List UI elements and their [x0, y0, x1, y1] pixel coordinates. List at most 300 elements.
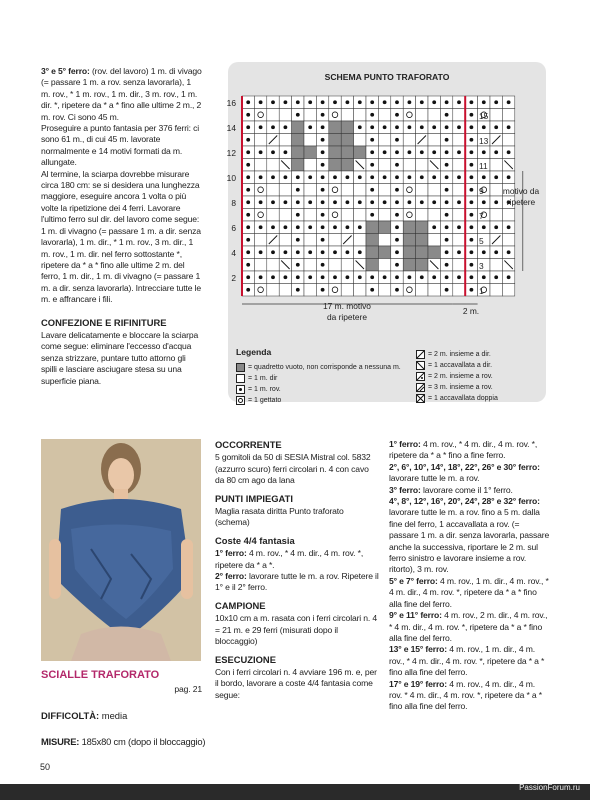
purl-mark: [321, 100, 325, 104]
purl-mark: [445, 225, 449, 229]
purl-mark: [284, 175, 288, 179]
chart-cell: [453, 159, 465, 172]
chart-cell: [416, 246, 428, 259]
purl-mark: [457, 100, 461, 104]
chart-cell: [378, 246, 390, 259]
purl-mark: [346, 275, 350, 279]
purl-mark: [395, 100, 399, 104]
purl-mark: [507, 125, 511, 129]
chart-cell: [254, 109, 266, 122]
purl-mark: [271, 100, 275, 104]
watermark: PassionForum.ru: [519, 783, 580, 792]
chart-cell: [453, 259, 465, 272]
chart-cell: [354, 209, 366, 222]
legend-item: [236, 373, 411, 384]
purl-mark: [482, 225, 486, 229]
purl-mark: [246, 113, 250, 117]
measures: [41, 736, 205, 747]
chart-cell: [292, 121, 304, 134]
legend-text: = 3 m. insieme a rov.: [428, 384, 493, 391]
purl-stitch-icon: [236, 385, 245, 394]
chart-cell: [292, 159, 304, 172]
purl-mark: [408, 175, 412, 179]
pattern-paragraph: Proseguire a punto fantasia per 376 ferri: ci sono 61 m., di cui 45 m. lavorate normalmente e 14 motivi formati da m. allungate.: [41, 123, 200, 168]
purl-mark: [308, 200, 312, 204]
p2tog-icon: [416, 372, 425, 381]
chart-cell: [341, 109, 353, 122]
purl-mark: [395, 150, 399, 154]
instruction-row: 3° ferro: lavorare come il 1° ferro.: [389, 484, 513, 495]
legend-left: [236, 362, 411, 406]
chart-cell: [329, 121, 341, 134]
legend-text: = 1 m. rov.: [248, 386, 281, 393]
purl-mark: [470, 175, 474, 179]
purl-mark: [507, 100, 511, 104]
purl-mark: [482, 125, 486, 129]
chart-cell: [329, 284, 341, 297]
chart-cell: [502, 109, 514, 122]
purl-mark: [296, 288, 300, 292]
purl-mark: [470, 263, 474, 267]
purl-mark: [395, 288, 399, 292]
purl-mark: [432, 125, 436, 129]
purl-mark: [246, 250, 250, 254]
purl-mark: [321, 225, 325, 229]
chart-cell: [329, 259, 341, 272]
purl-mark: [321, 175, 325, 179]
purl-mark: [494, 100, 498, 104]
purl-mark: [321, 125, 325, 129]
purl-mark: [408, 125, 412, 129]
chart-cell: [453, 284, 465, 297]
purl-mark: [259, 225, 263, 229]
purl-mark: [321, 188, 325, 192]
purl-mark: [271, 225, 275, 229]
purl-mark: [383, 100, 387, 104]
purl-mark: [445, 163, 449, 167]
purl-mark: [457, 250, 461, 254]
right-column: [389, 439, 550, 713]
purl-mark: [432, 175, 436, 179]
purl-mark: [358, 275, 362, 279]
purl-mark: [358, 100, 362, 104]
purl-mark: [321, 275, 325, 279]
chart-cell: [304, 284, 316, 297]
purl-mark: [395, 188, 399, 192]
purl-mark: [246, 213, 250, 217]
purl-mark: [346, 100, 350, 104]
chart-cell: [329, 234, 341, 247]
purl-mark: [259, 150, 263, 154]
chart-cell: [267, 109, 279, 122]
purl-mark: [457, 125, 461, 129]
campione-text: 10x10 cm a m. rasata con i ferri circolari n. 4 = 21 m. e 29 ferri (misurati dopo il bloccaggio): [215, 613, 378, 647]
purl-mark: [246, 138, 250, 142]
chart-cell: [267, 284, 279, 297]
purl-mark: [271, 150, 275, 154]
row-3-5-text: (rov. del lavoro) 1 m. di vivago (= passare 1 m. a rov. senza lavorarla), 1 m. rov., * 1 m. rov., 1 m. dir., 3 m. rov., 1 m. dir. *, ripetere da * a * fino alle ultime 2 m., 2 m. rov. Ci sono 45 m.: [41, 66, 202, 122]
double-decrease-icon: [416, 394, 425, 403]
chart-cell: [267, 159, 279, 172]
purl-mark: [284, 100, 288, 104]
purl-mark: [246, 225, 250, 229]
chart-cell: [428, 209, 440, 222]
chart-cell: [403, 284, 415, 297]
purl-mark: [284, 125, 288, 129]
chart-cell: [403, 184, 415, 197]
purl-mark: [370, 288, 374, 292]
length-paragraph: Al termine, la sciarpa dovrebbe misurare circa 180 cm: se si desidera una lunghezza maggiore, eseguire ancora 1 volta o più volte la ripetizione dei 4 ferri. Lavorare l'ultimo ferro sul dir. del lavoro come segue: 1 m. di vivagno (= passare 1 m. a dir. senza lavorarla), 1 m. dir., * 1 m. rov., 3 m. dir., 1 m. rov., 1 m. dir. nel ferro sottostante *, ripetere da * a * fino alle ultime 2 m. del ferro, 1 m. dir., 1 m. di vivagno (= passare 1 m. a dir. senza lavorarla). Intrecciare tutte le m. e affrancare i fili.: [41, 168, 201, 305]
chart-cell: [403, 109, 415, 122]
chart-cell: [403, 209, 415, 222]
chart-cell: [453, 234, 465, 247]
purl-mark: [308, 250, 312, 254]
purl-mark: [470, 213, 474, 217]
purl-mark: [470, 238, 474, 242]
chart-cell: [304, 234, 316, 247]
purl-mark: [346, 200, 350, 204]
purl-mark: [494, 150, 498, 154]
purl-mark: [246, 200, 250, 204]
chart-cell: [279, 284, 291, 297]
legend-item: [236, 362, 411, 373]
purl-mark: [432, 225, 436, 229]
purl-mark: [321, 138, 325, 142]
chart-cell: [341, 159, 353, 172]
chart-cell: [416, 284, 428, 297]
purl-mark: [296, 213, 300, 217]
purl-mark: [408, 275, 412, 279]
purl-mark: [271, 175, 275, 179]
purl-mark: [482, 175, 486, 179]
chart-cell: [354, 134, 366, 147]
occorrente-title: OCCORRENTE: [215, 439, 282, 450]
chart-cell: [416, 159, 428, 172]
purl-mark: [445, 175, 449, 179]
purl-mark: [246, 150, 250, 154]
purl-mark: [395, 200, 399, 204]
coste-row-2: 2° ferro: lavorare tutte le m. a rov. Ripetere il 1° e il 2° ferro.: [215, 571, 379, 593]
instruction-row: 13° e 15° ferro: 4 m. rov., 1 m. dir., 4 m. rov., * 4 m. dir., 4 m. rov. *, ripetere da * a * fino alla fine del ferro.: [389, 644, 545, 678]
chart-cell: [428, 134, 440, 147]
purl-mark: [296, 275, 300, 279]
chart-cell: [416, 209, 428, 222]
chart-cell: [329, 134, 341, 147]
chart-cell: [304, 259, 316, 272]
chart-cell: [378, 209, 390, 222]
coste-row-1: 1° ferro: 4 m. rov., * 4 m. dir., 4 m. rov. *, ripetere da * a *.: [215, 548, 364, 570]
chart-cell: [329, 146, 341, 159]
purl-mark: [432, 100, 436, 104]
purl-mark: [445, 250, 449, 254]
purl-mark: [246, 238, 250, 242]
chart-cell: [416, 221, 428, 234]
purl-mark: [370, 213, 374, 217]
chart-cell: [378, 259, 390, 272]
purl-mark: [308, 275, 312, 279]
chart-cell: [254, 134, 266, 147]
difficulty-value: media: [99, 710, 128, 721]
purl-mark: [408, 200, 412, 204]
chart-cell: [341, 134, 353, 147]
chart-cell: [304, 134, 316, 147]
purl-mark: [370, 175, 374, 179]
legend-item: [236, 395, 411, 406]
purl-mark: [432, 150, 436, 154]
purl-mark: [296, 175, 300, 179]
instruction-row: 5° e 7° ferro: 4 m. rov., 1 m. dir., 4 m. rov., * 4 m. dir., 4 m. rov. *, ripetere da * a * fino alla fine del ferro.: [389, 575, 549, 609]
purl-mark: [494, 125, 498, 129]
purl-mark: [470, 225, 474, 229]
row-label: 9: [479, 186, 484, 196]
row-label: 7: [479, 211, 484, 221]
chart-cell: [416, 259, 428, 272]
row-label: 15: [479, 111, 489, 121]
chart-cell: [267, 184, 279, 197]
purl-mark: [284, 225, 288, 229]
chart-cell: [502, 134, 514, 147]
chart-cell: [502, 284, 514, 297]
project-title: SCIALLE TRAFORATO: [41, 669, 160, 681]
purl-mark: [470, 275, 474, 279]
chart-cell: [341, 146, 353, 159]
purl-mark: [408, 150, 412, 154]
chart-cell: [354, 109, 366, 122]
purl-mark: [445, 275, 449, 279]
purl-mark: [457, 200, 461, 204]
purl-mark: [333, 275, 337, 279]
chart-cell: [341, 121, 353, 134]
purl-mark: [470, 250, 474, 254]
purl-mark: [296, 238, 300, 242]
occorrente-text: 5 gomitoli da 50 di SESIA Mistral col. 5832 (azzurro scuro) ferri circolari n. 4 con cavo da 80 cm ago da lana: [215, 452, 371, 486]
row-label: 3: [479, 261, 484, 271]
chart-cell: [329, 109, 341, 122]
purl-mark: [470, 150, 474, 154]
chart-cell: [403, 221, 415, 234]
knit-stitch-icon: [236, 374, 245, 383]
legend-text: = 1 gettato: [248, 397, 282, 404]
row-label: 12: [226, 148, 236, 158]
purl-mark: [321, 238, 325, 242]
p3tog-icon: [416, 383, 425, 392]
purl-mark: [445, 100, 449, 104]
row-3-5-lead: 3° e 5° ferro:: [41, 66, 90, 76]
purl-mark: [296, 113, 300, 117]
purl-mark: [296, 263, 300, 267]
chart-cell: [279, 134, 291, 147]
chart-cell: [378, 109, 390, 122]
coste-title: Coste 4/4 fantasia: [215, 534, 295, 546]
legend-title: Legenda: [236, 347, 272, 357]
purl-mark: [358, 250, 362, 254]
row-3-5-instructions: [41, 66, 202, 123]
chart-cell: [428, 246, 440, 259]
chart-cell: [279, 109, 291, 122]
purl-mark: [370, 100, 374, 104]
legend-text: = 1 accavallata a dir.: [428, 362, 493, 369]
chart-cell: [254, 209, 266, 222]
chart-cell: [366, 259, 378, 272]
purl-mark: [308, 125, 312, 129]
purl-mark: [296, 188, 300, 192]
row-label: 16: [226, 98, 236, 108]
purl-mark: [507, 150, 511, 154]
chart-cell: [254, 259, 266, 272]
chart-cell: [354, 284, 366, 297]
purl-mark: [395, 138, 399, 142]
chart-cell: [378, 134, 390, 147]
purl-mark: [321, 213, 325, 217]
purl-mark: [470, 188, 474, 192]
legend-right: [416, 349, 541, 404]
chart-cell: [428, 284, 440, 297]
purl-mark: [445, 238, 449, 242]
purl-mark: [259, 125, 263, 129]
purl-mark: [259, 250, 263, 254]
row-label: 11: [479, 161, 488, 171]
purl-mark: [395, 238, 399, 242]
purl-mark: [482, 100, 486, 104]
purl-mark: [246, 175, 250, 179]
chart-cell: [254, 184, 266, 197]
instruction-row: 9° e 11° ferro: 4 m. rov., 2 m. dir., 4 m. rov., * 4 m. dir., 4 m. rov. *, ripetere da * a * fino alla fine del ferro.: [389, 610, 548, 643]
ssk-icon: [416, 361, 425, 370]
row-label: 2: [231, 273, 236, 283]
chart-cell: [329, 184, 341, 197]
row-label: 13: [479, 136, 489, 146]
chart-cell: [453, 184, 465, 197]
purl-mark: [321, 263, 325, 267]
chart-cell: [366, 234, 378, 247]
model-wearing-shawl-image: [41, 439, 201, 661]
purl-mark: [507, 275, 511, 279]
legend-item: [416, 382, 541, 393]
purl-mark: [346, 250, 350, 254]
purl-mark: [445, 213, 449, 217]
chart-cell: [428, 184, 440, 197]
purl-mark: [507, 225, 511, 229]
chart-cell: [341, 209, 353, 222]
purl-mark: [321, 163, 325, 167]
punti-title: PUNTI IMPIEGATI: [215, 492, 293, 504]
motivo-right-label: motivo da ripetere: [502, 186, 540, 207]
purl-mark: [383, 150, 387, 154]
chart-cell: [366, 221, 378, 234]
purl-mark: [370, 163, 374, 167]
esecuzione-text: Con i ferri circolari n. 4 avviare 196 m. e, per il bordo, lavorare a coste 4/4 fantasia come segue:: [215, 666, 377, 700]
row-label: 4: [231, 248, 236, 258]
purl-mark: [370, 275, 374, 279]
purl-mark: [470, 200, 474, 204]
chart-cell: [279, 184, 291, 197]
purl-mark: [321, 200, 325, 204]
finish-title: CONFEZIONE E RIFINITURE: [41, 316, 167, 328]
purl-mark: [470, 113, 474, 117]
purl-mark: [494, 275, 498, 279]
chart-cell: [329, 159, 341, 172]
purl-mark: [470, 163, 474, 167]
purl-mark: [408, 100, 412, 104]
chart-cell: [279, 234, 291, 247]
chart-cell: [267, 209, 279, 222]
purl-mark: [494, 225, 498, 229]
purl-mark: [284, 250, 288, 254]
purl-mark: [432, 200, 436, 204]
purl-mark: [470, 125, 474, 129]
purl-mark: [346, 225, 350, 229]
purl-mark: [395, 275, 399, 279]
purl-mark: [370, 113, 374, 117]
row-label: 5: [479, 236, 484, 246]
row-label: 8: [231, 198, 236, 208]
chart-cell: [254, 159, 266, 172]
chart-cell: [428, 109, 440, 122]
purl-mark: [457, 150, 461, 154]
purl-mark: [370, 200, 374, 204]
difficulty-label: DIFFICOLTÀ:: [41, 710, 100, 721]
legend-item: [416, 393, 541, 404]
purl-mark: [395, 225, 399, 229]
purl-mark: [321, 113, 325, 117]
purl-mark: [271, 250, 275, 254]
chart-cell: [403, 134, 415, 147]
purl-mark: [457, 225, 461, 229]
purl-mark: [445, 113, 449, 117]
purl-mark: [370, 138, 374, 142]
chart-cell: [502, 209, 514, 222]
purl-mark: [321, 250, 325, 254]
purl-mark: [482, 200, 486, 204]
purl-mark: [333, 250, 337, 254]
chart-cell: [354, 234, 366, 247]
purl-mark: [259, 275, 263, 279]
purl-mark: [457, 175, 461, 179]
row-label: 10: [226, 173, 236, 183]
purl-mark: [420, 150, 424, 154]
chart-cell: [341, 184, 353, 197]
purl-mark: [308, 100, 312, 104]
chart-cell: [292, 134, 304, 147]
purl-mark: [470, 288, 474, 292]
instruction-row: 2°, 6°, 10°, 14°, 18°, 22°, 26° e 30° ferro: lavorare tutte le m. a rov.: [389, 461, 540, 484]
legend-text: = quadretto vuoto, non corrisponde a nessuna m.: [248, 364, 401, 371]
purl-mark: [346, 175, 350, 179]
page-reference: pag. 21: [174, 684, 202, 694]
chart-cell: [378, 184, 390, 197]
purl-mark: [246, 100, 250, 104]
purl-mark: [358, 225, 362, 229]
purl-mark: [432, 275, 436, 279]
purl-mark: [271, 275, 275, 279]
purl-mark: [271, 125, 275, 129]
purl-mark: [445, 125, 449, 129]
legend-text: = 1 accavallata doppia: [428, 395, 498, 402]
chart-cell: [453, 109, 465, 122]
legend-text: = 2 m. insieme a rov.: [428, 373, 493, 380]
chart-cell: [416, 234, 428, 247]
punti-text: Maglia rasata diritta Punto traforato (schema): [215, 506, 344, 528]
purl-mark: [246, 188, 250, 192]
chart-cell: [453, 134, 465, 147]
middle-column: [215, 439, 380, 707]
purl-mark: [395, 250, 399, 254]
chart-cell: [403, 234, 415, 247]
purl-mark: [259, 100, 263, 104]
purl-mark: [370, 150, 374, 154]
yarn-over-icon: [236, 396, 245, 405]
row-label: 14: [226, 123, 236, 133]
